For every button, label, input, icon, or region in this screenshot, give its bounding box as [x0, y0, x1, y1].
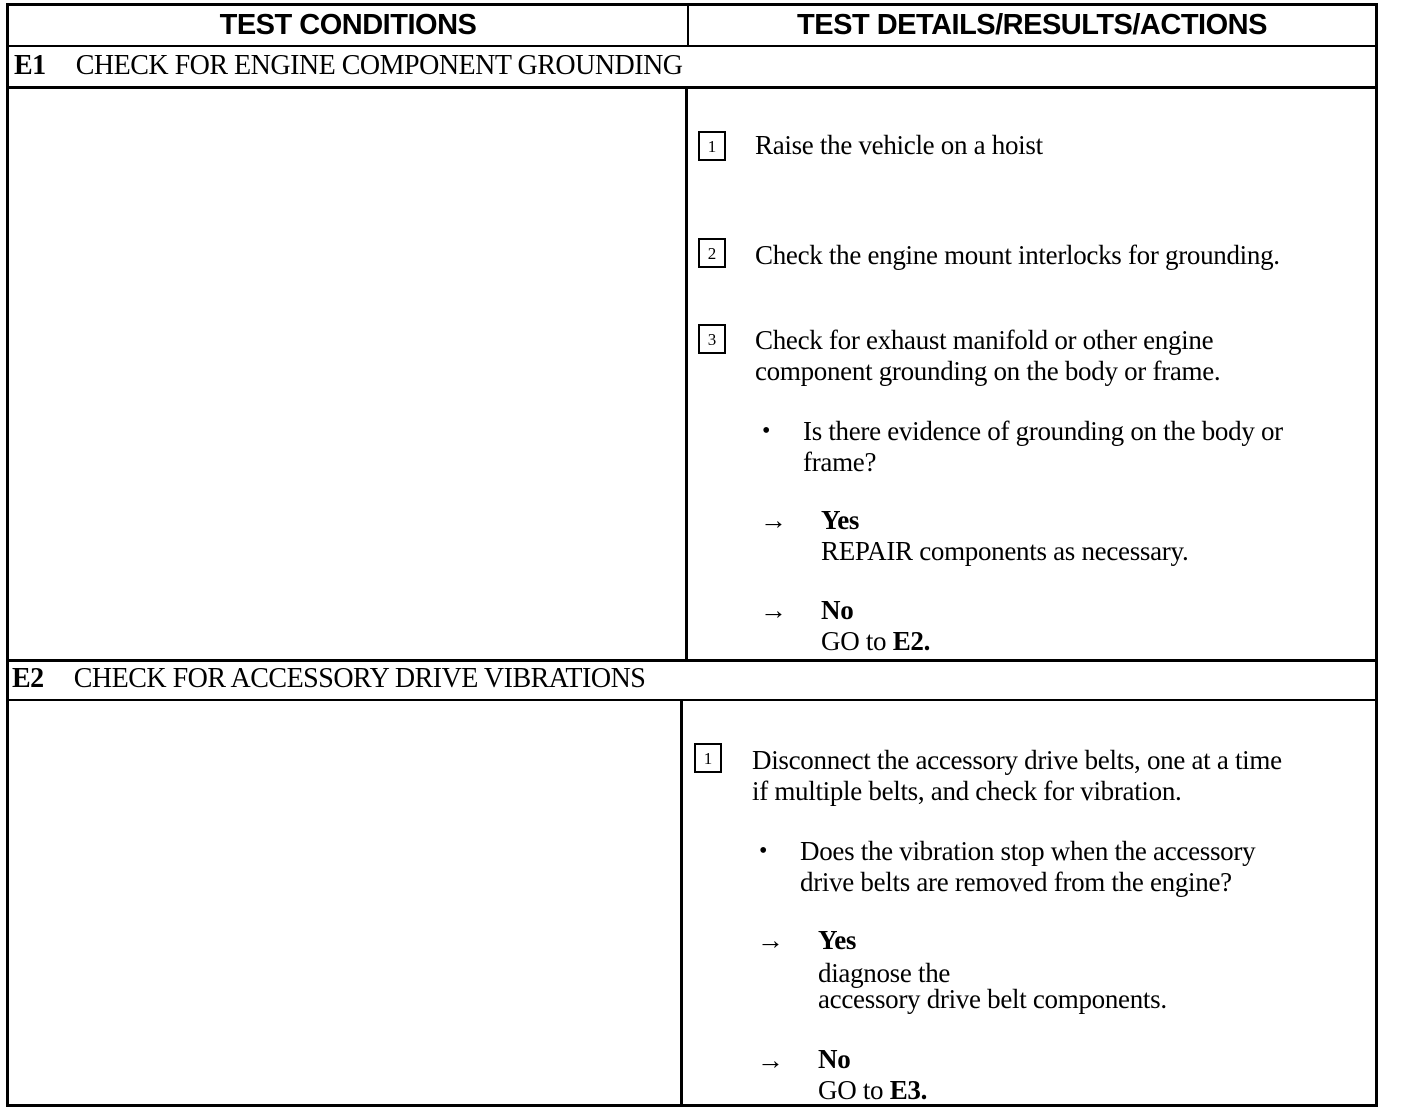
e2-title: CHECK FOR ACCESSORY DRIVE VIBRATIONS: [73, 663, 646, 694]
e2-question-text: Does the vibration stop when the accessory drive belts are removed from the engine?: [800, 836, 1256, 897]
e1-step-1-number: 1: [698, 131, 726, 161]
e1-step-3-text: Check for exhaust manifold or other engine component grounding on the body or frame.: [755, 325, 1221, 386]
e1-yes-action: REPAIR components as necessary.: [821, 536, 1189, 566]
e2-no-label: No: [818, 1044, 851, 1074]
e1-yes-label: Yes: [821, 505, 860, 535]
header-bottom-rule: [6, 45, 1378, 47]
table-border-left: [6, 3, 9, 1107]
e2-no-arrow-icon: →: [757, 1045, 784, 1075]
e1-no-action: GO to E2.: [821, 626, 931, 656]
e1-no-result: [821, 595, 930, 657]
e2-title-bottom-rule: [6, 699, 1378, 701]
e1-step-2-text: Check the engine mount interlocks for grounding.: [755, 240, 1280, 270]
e2-no-action: GO to E3.: [818, 1075, 928, 1105]
e1-section-title: [14, 48, 683, 84]
e2-yes-result: [818, 925, 1167, 1012]
e1-step-3-number: 3: [698, 324, 726, 354]
e2-yes-action-line2: accessory drive belt components.: [818, 984, 1167, 1014]
e2-no-result: [818, 1044, 927, 1106]
e2-yes-action-line1: diagnose the: [818, 958, 951, 988]
header-test-conditions: TEST CONDITIONS: [219, 9, 477, 41]
e1-no-arrow-icon: →: [760, 595, 787, 625]
e1-question-text: Is there evidence of grounding on the body or frame?: [803, 416, 1283, 477]
e1-step-2-number: 2: [698, 238, 726, 268]
e2-code: E2: [12, 663, 44, 694]
e2-yes-arrow-icon: →: [757, 925, 784, 955]
table-border-right: [1375, 3, 1378, 1107]
e1-no-label: No: [821, 595, 854, 625]
e2-step-1-text: Disconnect the accessory drive belts, one at a time if multiple belts, and check for vibration.: [752, 745, 1282, 806]
e1-title-bottom-rule: [6, 86, 1378, 89]
e1-question-bullet: •: [762, 418, 771, 444]
table-border-bottom: [6, 1104, 1378, 1107]
e2-question-bullet: •: [759, 838, 768, 864]
e1-yes-arrow-icon: →: [760, 505, 787, 535]
e1-code: E1: [14, 50, 46, 81]
header-test-details: TEST DETAILS/RESULTS/ACTIONS: [797, 9, 1267, 41]
e2-yes-label: Yes: [818, 925, 857, 955]
e1-yes-result: [821, 505, 1188, 567]
e1-title: CHECK FOR ENGINE COMPONENT GROUNDING: [75, 50, 683, 81]
e1-column-divider: [685, 88, 688, 662]
e2-step-1-number: 1: [694, 743, 722, 773]
e2-section-title: [12, 661, 645, 697]
e1-step-1-text: Raise the vehicle on a hoist: [755, 130, 1043, 160]
e2-column-divider: [680, 700, 683, 1107]
